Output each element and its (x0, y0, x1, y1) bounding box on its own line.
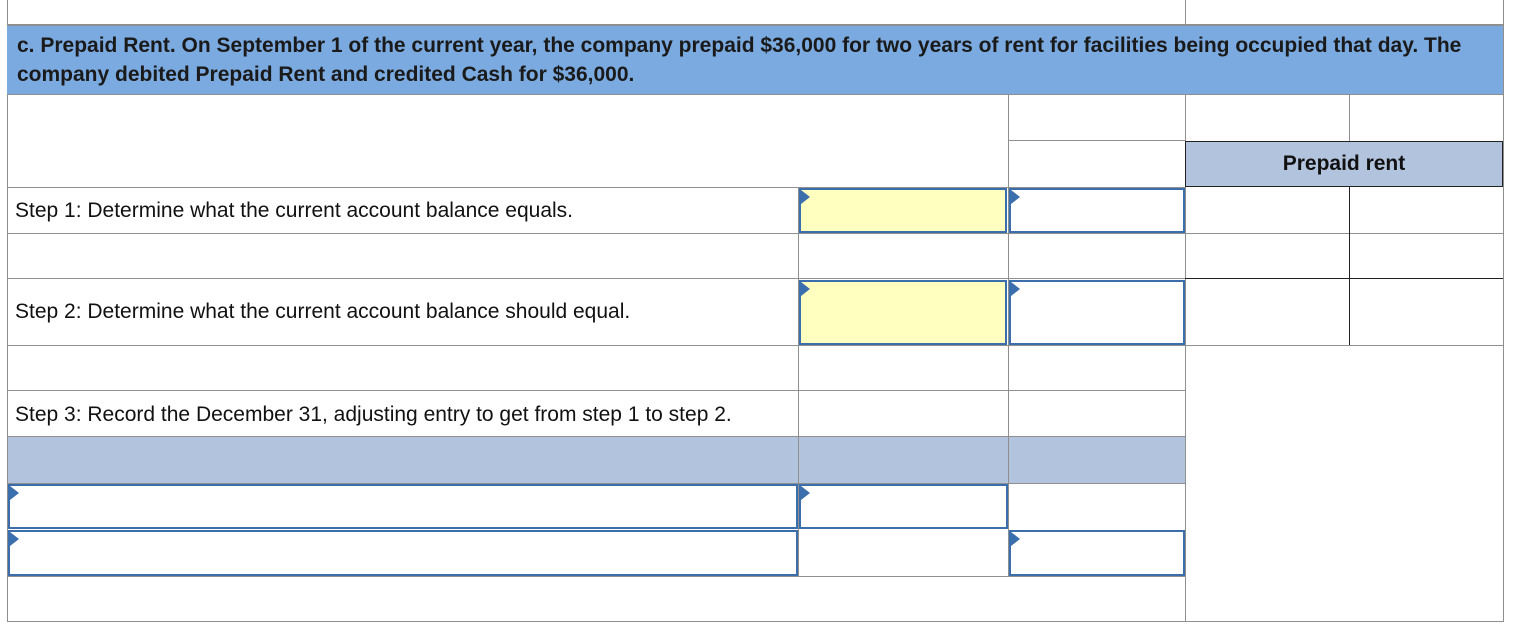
step2-amount-input[interactable] (1009, 280, 1185, 345)
step1-account-input[interactable] (799, 188, 1007, 233)
journal-header-credit (1009, 437, 1185, 483)
step1-amount-input[interactable] (1009, 188, 1185, 233)
grid-line (7, 345, 1503, 346)
grid-line (1185, 0, 1186, 25)
t-account-line (1185, 278, 1503, 279)
entry-row2-credit-input[interactable] (1009, 530, 1185, 576)
input-marker-icon (1011, 532, 1020, 546)
input-marker-icon (1011, 190, 1020, 204)
t-account-title: Prepaid rent (1185, 141, 1503, 187)
entry-row1-debit-input[interactable] (799, 484, 1008, 529)
entry-row2-account-input[interactable] (8, 530, 798, 576)
step2-label: Step 2: Determine what the current account balance should equal. (15, 300, 631, 323)
grid-line (1008, 140, 1185, 141)
entry-row1-account-input[interactable] (8, 484, 798, 529)
step2-account-input[interactable] (799, 280, 1007, 345)
problem-prompt: c. Prepaid Rent. On September 1 of the current year, the company prepaid $36,000 for two years of rent for facilities being occupied that day. The company debited Prepaid Rent and credited Cash for $36,000. (7, 25, 1503, 95)
input-marker-icon (1011, 282, 1020, 296)
grid-line (7, 233, 1503, 234)
journal-header-debit (799, 437, 1008, 483)
journal-header-account (8, 437, 798, 483)
input-marker-icon (801, 282, 810, 296)
grid-line (1349, 95, 1350, 141)
grid-line (7, 621, 1504, 622)
input-marker-icon (801, 486, 810, 500)
step1-label: Step 1: Determine what the current account balance equals. (15, 199, 573, 222)
input-marker-icon (801, 190, 810, 204)
grid-line (1503, 0, 1504, 622)
step3-label: Step 3: Record the December 31, adjusting entry to get from step 1 to step 2. (15, 403, 732, 426)
input-marker-icon (10, 486, 19, 500)
input-marker-icon (10, 532, 19, 546)
t-account-divider (1349, 187, 1350, 345)
